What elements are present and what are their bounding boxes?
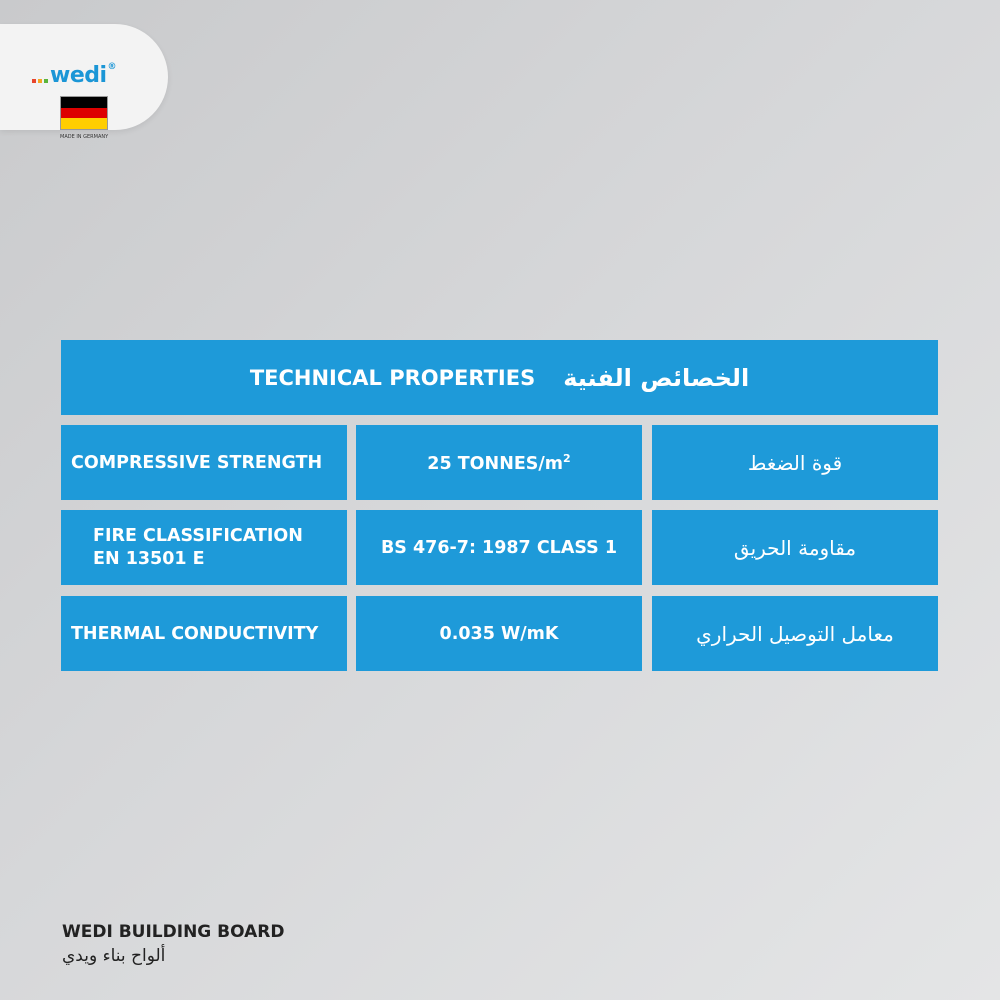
property-label-ar: قوة الضغط [747,450,843,475]
flag-stripe-black [61,97,107,108]
property-label: THERMAL CONDUCTIVITY [71,623,319,644]
header-title-en: TECHNICAL PROPERTIES [249,365,536,390]
registered-mark: ® [107,62,117,72]
german-flag-icon [60,96,108,130]
row-compressive-property-ar [652,425,938,500]
logo-dot-red [32,79,36,83]
property-label-ar: معامل التوصيل الحراري [696,621,894,646]
property-sublabel: EN 13501 E [93,548,205,569]
row-compressive-property-en [61,425,347,500]
row-thermal-value [356,596,642,671]
logo-wordmark: wedi [50,63,107,88]
value-superscript: 2 [563,451,571,465]
flag-stripe-gold [61,118,107,129]
row-fire-value [356,510,642,585]
property-label: FIRE CLASSIFICATION [93,525,303,546]
logo-dots [32,79,48,83]
footer-title-ar: ألواح بناء ويدي [62,946,166,966]
row-thermal-property-en [61,596,347,671]
row-compressive-value [356,425,642,500]
property-label-ar: مقاومة الحريق [733,535,857,560]
table-header [61,340,938,415]
value-text: BS 476-7: 1987 CLASS 1 [380,537,618,558]
value-text [427,452,570,474]
flag-stripe-red [61,108,107,119]
logo-dot-green [44,79,48,83]
row-fire-property-ar [652,510,938,585]
brand-logo-card [0,24,168,140]
value-text: 0.035 W/mK [439,623,559,644]
value-main: 25 TONNES/m [427,453,564,474]
footer-title-en: WEDI BUILDING BOARD [62,922,285,942]
wedi-logo [32,62,116,88]
row-fire-property-en [61,510,347,585]
logo-dot-orange [38,79,42,83]
made-in-germany-caption: MADE IN GERMANY [60,134,109,140]
property-label: COMPRESSIVE STRENGTH [71,452,323,473]
row-thermal-property-ar [652,596,938,671]
header-title-ar: الخصائص الفنية [563,363,750,392]
